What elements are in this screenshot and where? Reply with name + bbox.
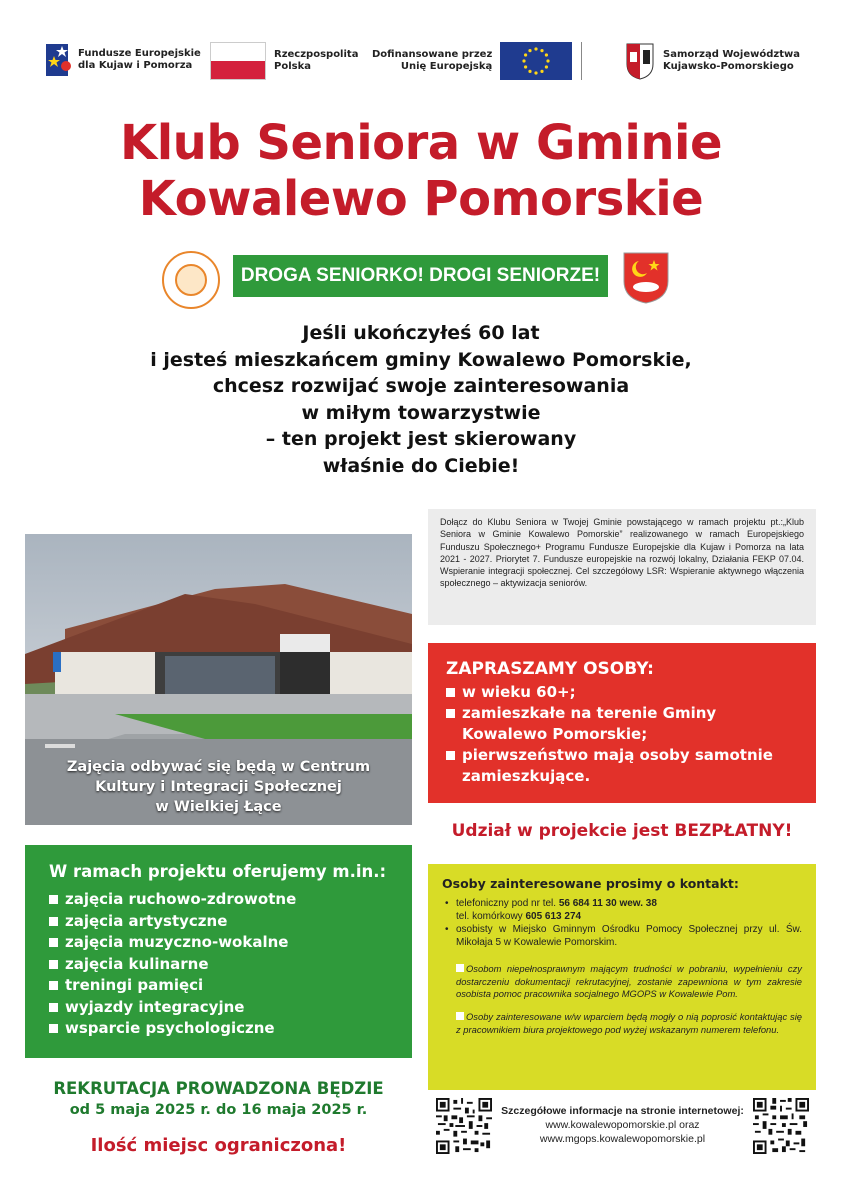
intro-line: właśnie do Ciebie!	[322, 454, 520, 477]
offer-item: wyjazdy integracyjne	[49, 997, 388, 1019]
qr-code-icon	[753, 1098, 809, 1154]
support-note	[442, 1011, 802, 1036]
mobile-number: 605 613 274	[525, 911, 582, 922]
contact-heading: Osoby zainteresowane prosimy o kontakt:	[442, 876, 739, 891]
eu-flag-icon	[500, 42, 572, 80]
offer-list	[49, 889, 388, 1040]
caption-line: Zajęcia odbywać się będą w Centrum	[66, 759, 371, 775]
note-2-text: Osoby zainteresowane w/w wparciem będą mogły o nią poprosić kontaktując się z pracownikiem biura projektowego pod wyżej wskazanym numerem telefonu.	[456, 1011, 802, 1035]
contact-list	[442, 897, 802, 949]
eu-line-1: Dofinansowane przez	[372, 49, 493, 60]
phone-prefix: telefoniczny pod nr tel.	[456, 898, 559, 909]
invite-item: w wieku 60+;	[446, 682, 798, 703]
free-participation-text: Udział w projekcie jest BEZPŁATNY!	[451, 821, 793, 841]
region-crest-icon	[625, 42, 655, 80]
intro-line: w miłym towarzystwie	[301, 401, 541, 424]
bullet-square-icon	[456, 964, 464, 972]
offer-item: treningi pamięci	[49, 975, 388, 997]
page-title	[0, 115, 842, 227]
contact-phone-row	[442, 897, 802, 910]
offer-item: zajęcia muzyczno-wokalne	[49, 932, 388, 954]
poland-flag-icon	[210, 42, 266, 80]
offer-item: zajęcia ruchowo-zdrowotne	[49, 889, 388, 911]
contact-mobile-row	[442, 910, 802, 923]
photo-caption	[25, 757, 412, 817]
rp-line-2: Polska	[274, 61, 311, 72]
title-line-2: Kowalewo Pomorskie	[138, 171, 704, 227]
offer-item: wsparcie psychologiczne	[49, 1018, 388, 1040]
invite-heading: ZAPRASZAMY OSOBY:	[446, 659, 654, 679]
offer-item: zajęcia artystyczne	[49, 911, 388, 933]
invite-box	[428, 643, 816, 803]
rp-line-1: Rzeczpospolita	[274, 49, 359, 60]
eu-logo	[372, 42, 572, 80]
fe-logo	[44, 42, 201, 78]
eu-line-2: Unię Europejską	[400, 61, 493, 72]
intro-line: chcesz rozwijać swoje zainteresowania	[212, 375, 630, 397]
mobile-prefix: tel. komórkowy	[456, 911, 526, 922]
more-info	[500, 1104, 745, 1146]
qr-code-icon	[436, 1098, 492, 1154]
caption-line: Kultury i Integracji Społecznej	[95, 779, 342, 795]
accessibility-note	[442, 963, 802, 1001]
caption-line: w Wielkiej Łące	[155, 799, 282, 815]
website-link[interactable]: www.mgops.kowalewopomorskie.pl	[539, 1133, 706, 1145]
recruitment-heading: REKRUTACJA PROWADZONA BĘDZIE	[53, 1079, 384, 1098]
note-1-text: Osobom niepełnosprawnym mającym trudności w pobraniu, wypełnieniu czy dostarczeniu dokumentacji rekrutacyjnej, zostanie zapewniona w tym zakresie osobista pomoc pracownika socjalnego MGOPS w Kowalewie Pom.	[456, 963, 802, 1000]
sw-line-1: Samorząd Województwa	[663, 49, 800, 60]
greeting-banner: DROGA SENIORKO! DROGI SENIORZE!	[233, 255, 608, 297]
website-link[interactable]: www.kowalewopomorskie.pl oraz	[545, 1119, 700, 1131]
intro-line: i jesteś mieszkańcem gminy Kowalewo Pomorskie,	[150, 348, 692, 371]
project-info-box: Dołącz do Klubu Seniora w Twojej Gminie powstającego w ramach projektu pt.:„Klub Seniora w Gminie Kowalewo Pomorskie” realizowanego w ramach Europejskiego Funduszu Społecznego+ Programu Fundusze Europejskie dla Kujaw i Pomorza na lata 2021 - 2027. Priorytet 7. Fundusze europejskie na rozwój lokalny, Działania FEKP 07.04. Wspieranie integracji społecznej. Cel szczegółowy LSR: Wspieranie aktywnego włączenia społecznego – aktywizacja seniorów.	[428, 509, 816, 625]
building-photo	[25, 534, 412, 825]
gmina-crest-icon	[622, 251, 670, 305]
phone-number: 56 684 11 30 wew. 38	[558, 898, 657, 909]
offer-heading: W ramach projektu oferujemy m.in.:	[49, 862, 387, 881]
intro-line: Jeśli ukończyłeś 60 lat	[302, 322, 540, 344]
rp-logo	[210, 42, 358, 80]
invite-item: pierwszeństwo mają osoby samotnie zamieszkujące.	[446, 745, 798, 787]
offer-box	[25, 845, 412, 1058]
invite-item: zamieszkałe na terenie Gminy Kowalewo Pomorskie;	[446, 703, 798, 745]
fe-stars-icon	[44, 42, 74, 78]
bullet-square-icon	[456, 1012, 464, 1020]
fe-line-2: dla Kujaw i Pomorza	[78, 60, 193, 71]
logo-bar	[0, 38, 842, 88]
title-line-1: Klub Seniora w Gminie	[120, 115, 722, 171]
dolina-drwecy-badge-icon	[162, 251, 220, 309]
logo-separator	[581, 42, 582, 80]
sw-line-2: Kujawsko-Pomorskiego	[663, 61, 794, 72]
offer-item: zajęcia kulinarne	[49, 954, 388, 976]
sw-logo	[625, 42, 800, 80]
contact-personal-row: • osobisty w Miejsko Gminnym Ośrodku Pomocy Społecznej przy ul. Św. Mikołaja 5 w Kowalewie Pomorskim.	[442, 923, 802, 949]
invite-list	[446, 682, 798, 787]
recruitment-dates: od 5 maja 2025 r. do 16 maja 2025 r.	[69, 1102, 368, 1118]
contact-box	[428, 864, 816, 1090]
intro-text	[0, 320, 842, 479]
more-info-heading: Szczegółowe informacje na stronie internetowej:	[501, 1105, 744, 1117]
fe-line-1: Fundusze Europejskie	[78, 48, 201, 59]
limited-places-text: Ilość miejsc ograniczona!	[90, 1135, 347, 1156]
intro-line: – ten projekt jest skierowany	[265, 428, 577, 450]
